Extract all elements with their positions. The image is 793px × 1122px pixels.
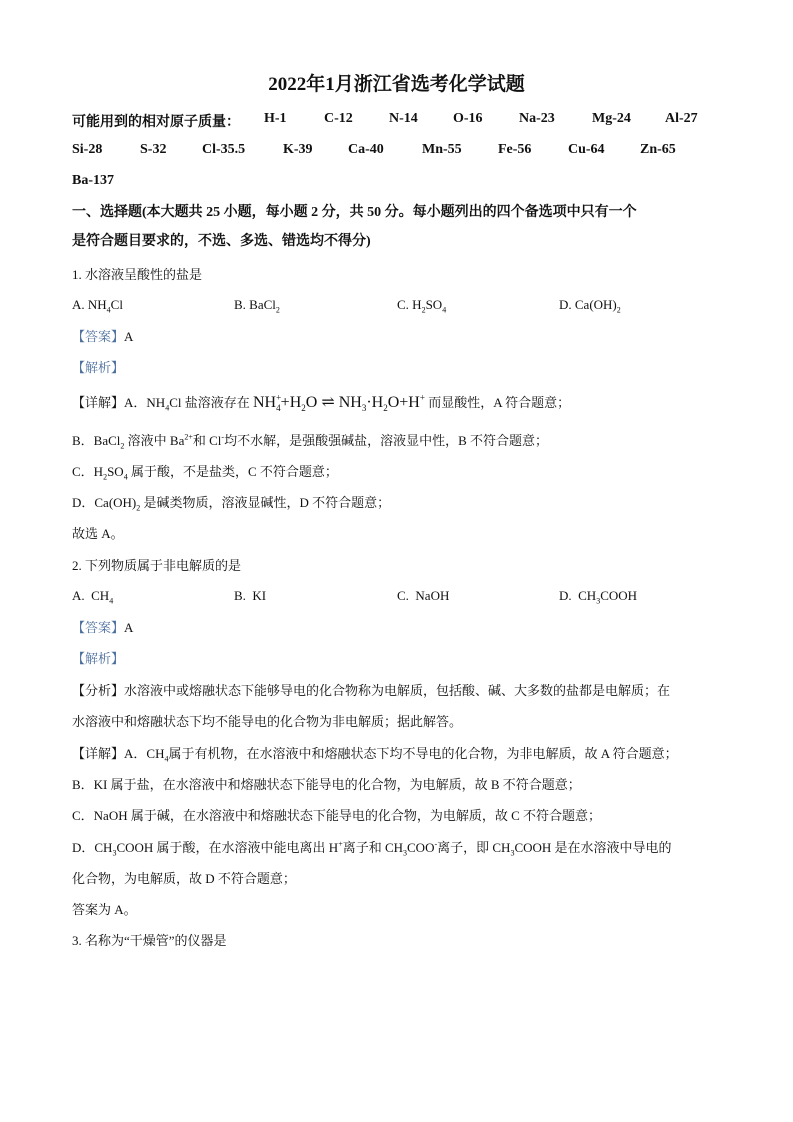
atomic-mass: Ba-137 xyxy=(72,173,114,188)
question-1-detail-line1: 【详解】A．$NH_4Cl$ 盐溶液存在 $NH^+_4+H_2O$ ⇌ $NH_3\cdot H_2O+H^+$ 而显酸性，A 符合题意； xyxy=(72,392,571,414)
atomic-mass: Zn-65 xyxy=(640,142,676,157)
page-title: 2022年1月浙江省选考化学试题 xyxy=(268,74,525,95)
question-1-conclusion: 故选 A。 xyxy=(72,526,124,541)
option-c: C. NaOH xyxy=(397,588,450,603)
detail-label: 【详解】 xyxy=(72,395,125,410)
option-b: B. KI xyxy=(234,588,267,603)
question-1-analysis xyxy=(72,359,124,377)
analysis-label: 【解析】 xyxy=(72,360,125,375)
section-heading-line1: 一、选择题(本大题共 25 小题，每小题 2 分，共 50 分。每小题列出的四个备选项中只有一个 xyxy=(72,205,637,220)
option-d: D. $Ca(OH)_2$ xyxy=(559,297,621,315)
question-2-answer: 【答案】A xyxy=(72,620,134,635)
question-2-detail-line5: 化合物，为电解质，故 D 不符合题意； xyxy=(72,871,296,886)
analysis-label: 【解析】 xyxy=(72,651,125,666)
atomic-mass: K-39 xyxy=(283,142,313,157)
atomic-mass: Mg-24 xyxy=(592,111,631,126)
atomic-mass: N-14 xyxy=(389,111,418,126)
section-heading-line2: 是符合题目要求的，不选、多选、错选均不得分) xyxy=(72,234,371,249)
atomic-mass: O-16 xyxy=(453,111,483,126)
atomic-mass: H-1 xyxy=(264,111,287,126)
chemical-equation: $NH^+_4+H_2O$ ⇌ $NH_3\cdot H_2O+H^+$ xyxy=(252,392,425,414)
breakdown-label: 【分析】 xyxy=(72,683,125,698)
atomic-mass: Na-23 xyxy=(519,111,555,126)
question-2-stem: 2. 下列物质属于非电解质的是 xyxy=(72,558,242,573)
atomic-mass: Cu-64 xyxy=(568,142,605,157)
atomic-mass: Cl-35.5 xyxy=(202,142,246,157)
question-1-stem: 1. 水溶液呈酸性的盐是 xyxy=(72,267,203,282)
answer-label: 【答案】 xyxy=(72,620,125,635)
atomic-mass-label: 可能用到的相对原子质量： xyxy=(72,115,240,130)
option-a: A. $NH_4Cl$ xyxy=(72,297,123,315)
atomic-mass: Mn-55 xyxy=(422,142,462,157)
atomic-mass: Al-27 xyxy=(665,111,698,126)
question-3-stem: 3. 名称为“干燥管”的仪器是 xyxy=(72,933,227,948)
question-2-detail-line2: B．KI 属于盐，在水溶液中和熔融状态下能导电的化合物，为电解质，故 B 不符合题意； xyxy=(72,777,581,792)
option-b: B. BaCl$_2$ xyxy=(234,297,280,315)
question-2-breakdown-line1: 【分析】水溶液中或熔融状态下能够导电的化合物称为电解质，包括酸、碱、大多数的盐都是电解质；在 xyxy=(72,683,671,698)
detail-label: 【详解】 xyxy=(72,746,125,761)
atomic-mass: Si-28 xyxy=(72,142,103,157)
atomic-mass: Ca-40 xyxy=(348,142,384,157)
question-1-detail-line3: C．$H_2SO_4$ 属于酸，不是盐类，C 不符合题意； xyxy=(72,464,338,482)
answer-label: 【答案】 xyxy=(72,329,125,344)
question-2-conclusion: 答案为 A。 xyxy=(72,902,137,917)
option-a: A. $CH_4$ xyxy=(72,588,114,606)
atomic-mass: C-12 xyxy=(324,111,353,126)
question-2-breakdown-line2: 水溶液中和熔融状态下均不能导电的化合物为非电解质；据此解答。 xyxy=(72,714,463,729)
question-2-detail-line4: D．$CH_3COOH$ 属于酸，在水溶液中能电离出 H+离子和 $CH_3COO^-$离子，即 $CH_3COOH$ 是在水溶液中导电的 xyxy=(72,839,672,858)
question-2-detail-line1: 【详解】A．$CH_4$属于有机物，在水溶液中和熔融状态下均不导电的化合物，为非电解质，故 A 符合题意； xyxy=(72,746,678,764)
atomic-mass: S-32 xyxy=(140,142,167,157)
question-1-detail-line2: B．BaCl$_2$ 溶液中 $Ba^{2+}$和 Cl-均不水解，是强酸强碱盐，溶液显中性，B 不符合题意； xyxy=(72,432,549,451)
question-2-analysis xyxy=(72,650,124,668)
question-1-detail-line4: D．$Ca(OH)_2$ 是碱类物质，溶液显碱性，D 不符合题意； xyxy=(72,495,391,513)
question-2-detail-line3: C．NaOH 属于碱，在水溶液中和熔融状态下能导电的化合物，为电解质，故 C 不符合题意； xyxy=(72,808,602,823)
option-c: C. $H_2SO_4$ xyxy=(397,297,447,315)
question-1-answer: 【答案】A xyxy=(72,329,134,344)
atomic-mass: Fe-56 xyxy=(498,142,532,157)
option-d: D. $CH_3COOH$ xyxy=(559,588,638,606)
